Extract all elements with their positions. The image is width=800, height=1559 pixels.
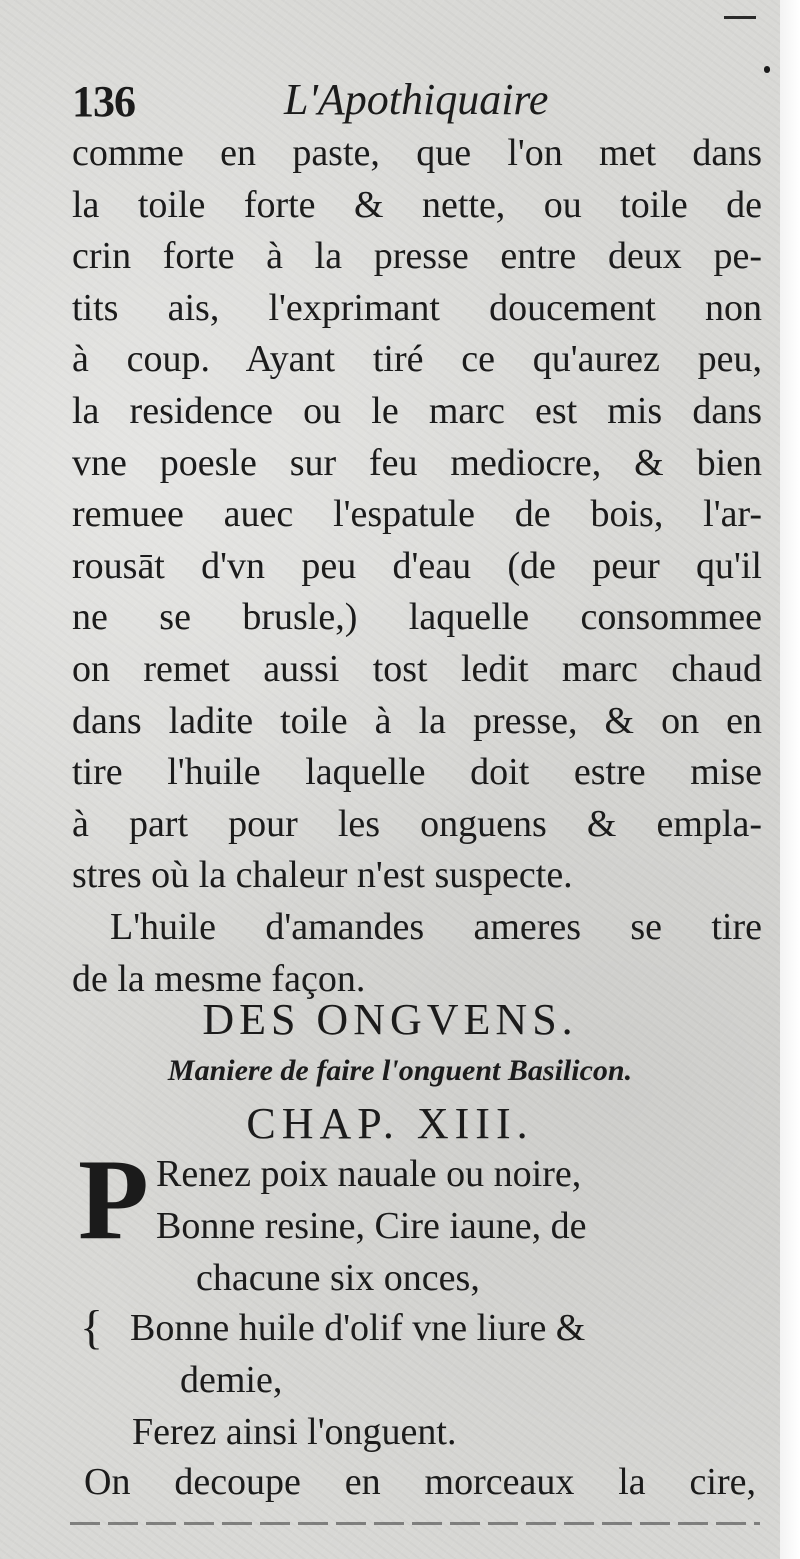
text-line: tits ais, l'exprimant doucement non	[72, 286, 762, 329]
body-text	[72, 128, 762, 1005]
recipe-line: Renez poix nauale ou noire,	[156, 1153, 582, 1195]
text-line: L'huile d'amandes ameres se tire	[110, 905, 762, 948]
ink-spot	[764, 66, 770, 73]
text-line: crin forte à la presse entre deux pe-	[72, 235, 762, 278]
text-line: la residence ou le marc est mis dans	[72, 389, 762, 432]
brace-mark: {	[80, 1301, 104, 1354]
edge-mark	[724, 16, 756, 19]
cut-off-text-line	[70, 1522, 760, 1525]
recipe-line: demie,	[180, 1359, 283, 1401]
page-number: 136	[72, 77, 135, 126]
text-line: on remet aussi tost ledit marc chaud	[72, 647, 762, 690]
text-line: remuee auec l'espatule de bois, l'ar-	[72, 493, 762, 536]
text-line: dans ladite toile à la presse, & on en	[72, 699, 762, 742]
text-line: tire l'huile laquelle doit estre mise	[72, 751, 762, 794]
recipe-line: Ferez ainsi l'onguent.	[132, 1411, 457, 1453]
recipe-line: Bonne huile d'olif vne liure &	[130, 1307, 586, 1349]
recipe-line: chacune six onces,	[196, 1257, 480, 1299]
text-line: la toile forte & nette, ou toile de	[72, 183, 762, 226]
text-line: de la mesme façon.	[72, 957, 366, 1000]
text-line: ne se brusle,) laquelle consommee	[72, 596, 762, 639]
subheading: Maniere de faire l'onguent Basilicon.	[167, 1054, 633, 1087]
running-title: L'Apothiquaire	[284, 75, 549, 124]
drop-capital: P	[78, 1136, 149, 1264]
text-line: rousāt d'vn peu d'eau (de peur qu'il	[72, 544, 762, 587]
section-heading: DES ONGVENS.	[202, 995, 578, 1044]
scan-margin	[780, 0, 800, 1559]
text-line: à coup. Ayant tiré ce qu'aurez peu,	[72, 338, 762, 381]
recipe-line: Bonne resine, Cire iaune, de	[156, 1205, 587, 1247]
text-line: à part pour les onguens & empla-	[72, 802, 762, 845]
chapter-heading: CHAP. XIII.	[246, 1099, 534, 1148]
recipe-line: On decoupe en morceaux la cire,	[84, 1461, 756, 1503]
text-line: comme en paste, que l'on met dans	[72, 132, 762, 174]
page-header	[72, 72, 752, 132]
text-line: vne poesle sur feu mediocre, & bien	[72, 441, 762, 484]
text-line: stres où la chaleur n'est suspecte.	[72, 854, 573, 897]
